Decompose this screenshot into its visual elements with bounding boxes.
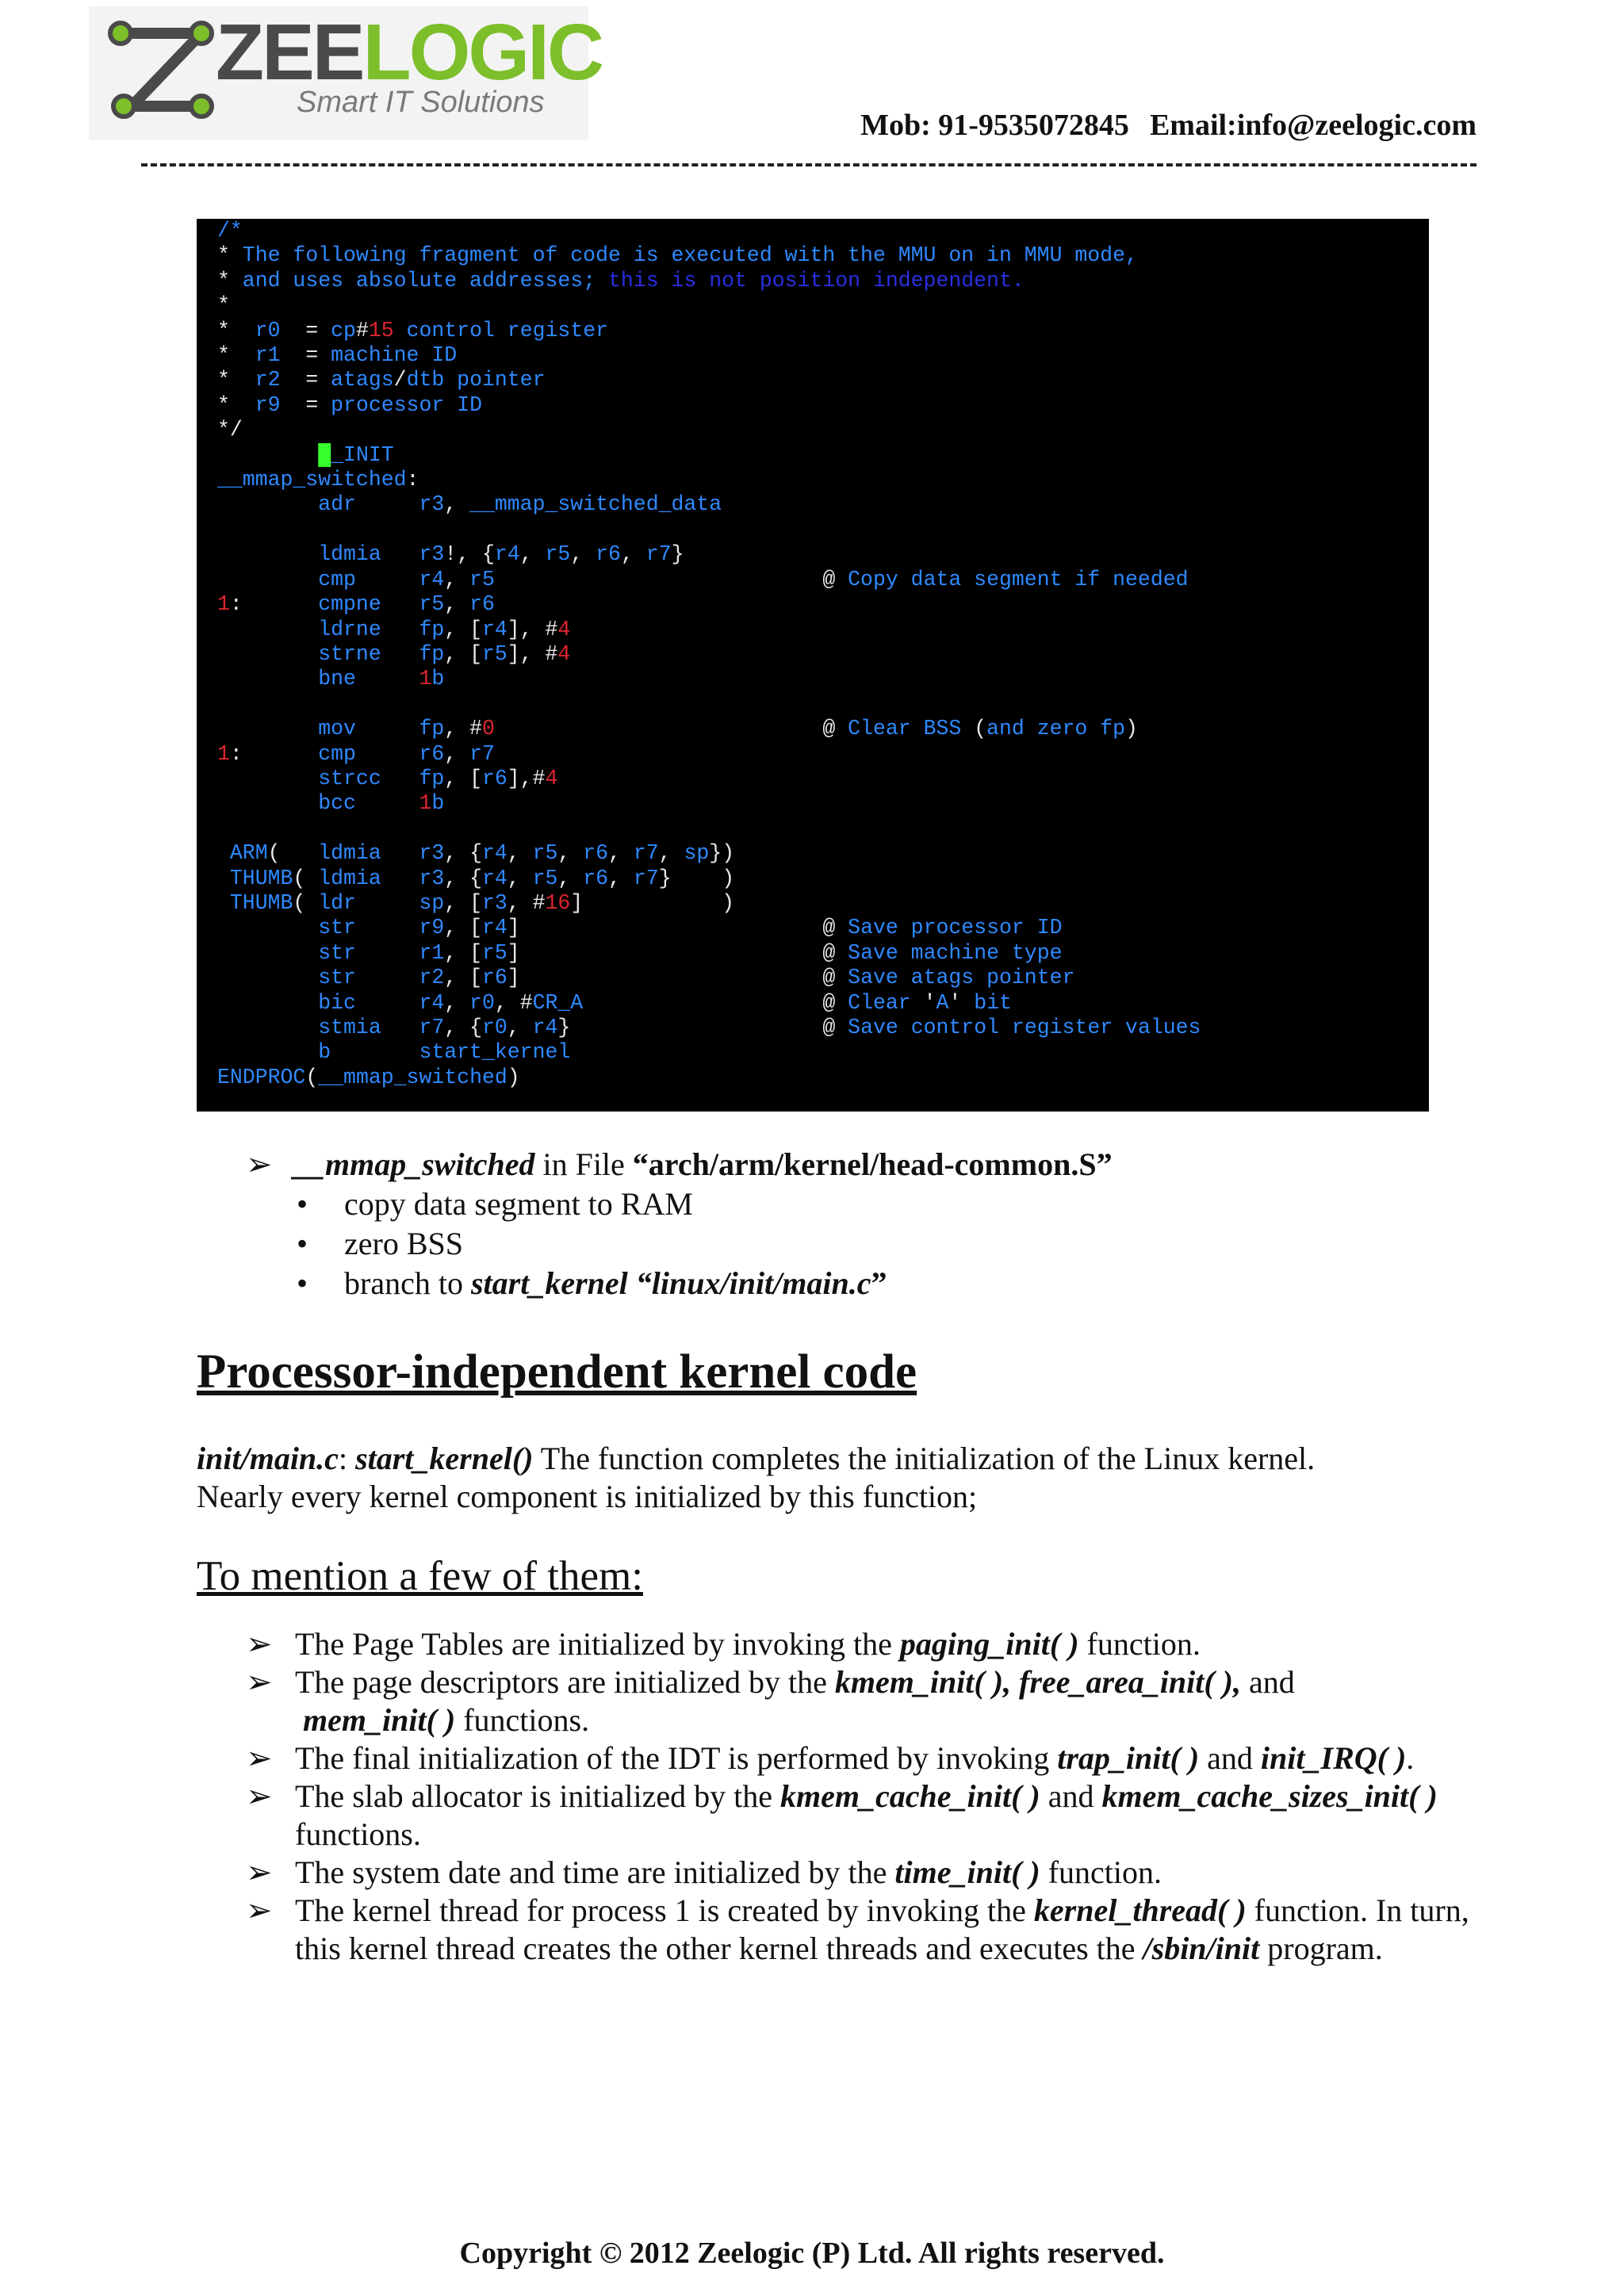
arrow-bullet-icon: ➢ <box>246 1626 273 1662</box>
logo-wordmark: ZEELOGIC <box>216 8 603 97</box>
logo-tagline: Smart IT Solutions <box>297 86 545 119</box>
init-list <box>246 1625 1483 1968</box>
company-logo <box>89 6 603 140</box>
arrow-bullet-icon: ➢ <box>246 1854 273 1890</box>
contact-info <box>860 108 1477 143</box>
mmap-switched-func: __mmap_switched <box>293 1146 535 1182</box>
list-item: • zero BSS <box>297 1224 463 1264</box>
list-item: ➢ The kernel thread for process 1 is created by invoking the kernel_thread( ) function. In turn, this kernel thread creates the other kernel threads and executes the /sbin/init program. <box>246 1892 1469 1966</box>
list-item: ➢ The Page Tables are initialized by invoking the paging_init( ) function. <box>246 1626 1201 1662</box>
mobile-number: Mob: 91-9535072845 <box>860 109 1129 142</box>
bullet-dot-icon: • <box>297 1265 308 1301</box>
list-item: • copy data segment to RAM <box>297 1184 693 1224</box>
mmap-switched-bullet: ➢ __mmap_switched in File “arch/arm/kernel/head-common.S” <box>246 1145 1113 1184</box>
zeelogic-logo-icon <box>100 11 219 130</box>
intro-paragraph: init/main.c: start_kernel() The function completes the initialization of the Linux kernel. Nearly every kernel component is initialized by this function; <box>197 1441 1316 1514</box>
arrow-bullet-icon: ➢ <box>246 1740 273 1776</box>
bullet-dot-icon: • <box>297 1226 308 1261</box>
section-heading: Processor-independent kernel code <box>197 1345 917 1399</box>
arrow-bullet-icon: ➢ <box>246 1892 273 1928</box>
header-divider <box>141 163 1477 166</box>
code-block: /* * The following fragment of code is executed with the MMU on in MMU mode, * and uses absolute addresses; this is not position independent. * * r0 = cp#15 control register * r1 = machine ID * r2 = atags/dtb pointer * r9 = processor ID */ █_INIT __mmap_switched: adr r3, __mmap_switched_data ldmia r3!, {r4, r5, r6, r7} cmp r4, r5 @ Copy data segment if needed 1: cmpne r5, r6 ldrne fp, [r4], #4 strne fp, [r5], #4 bne 1b mov fp, #0 @ Clear BSS (and zero fp) 1: cmp r6, r7 strcc fp, [r6],#4 bcc 1b ARM( ldmia r3, {r4, r5, r6, r7, sp}) THUMB( ldmia r3, {r4, r5, r6, r7} ) THUMB( ldr sp, [r3, #16] ) str r9, [r4] @ Save processor ID str r1, [r5] @ Save machine type str r2, [r6] @ Save atags pointer bic r4, r0, #CR_A @ Clear 'A' bit stmia r7, {r0, r4} @ Save control register values b start_kernel ENDPROC(__mmap_switched) <box>217 219 1201 1089</box>
arrow-bullet-icon: ➢ <box>246 1146 273 1182</box>
arrow-bullet-icon: ➢ <box>246 1778 273 1814</box>
list-item: ➢ The slab allocator is initialized by the kmem_cache_init( ) and kmem_cache_sizes_init( ) functions. <box>246 1778 1438 1852</box>
bullet-dot-icon: • <box>297 1186 308 1222</box>
arrow-bullet-icon: ➢ <box>246 1664 273 1700</box>
list-item: • branch to start_kernel “linux/init/main.c” <box>297 1264 887 1303</box>
mmap-switched-file: “arch/arm/kernel/head-common.S” <box>632 1146 1113 1182</box>
list-item: ➢ The page descriptors are initialized by the kmem_init( ), free_area_init( ), and mem_init( ) functions. <box>246 1664 1295 1738</box>
copyright-footer: Copyright © 2012 Zeelogic (P) Ltd. All rights reserved. <box>459 2237 1165 2270</box>
code-listing <box>197 219 1429 1112</box>
list-item: ➢ The final initialization of the IDT is performed by invoking trap_init( ) and init_IRQ( ). <box>246 1740 1415 1776</box>
sub-heading: To mention a few of them: <box>197 1553 643 1599</box>
email-address: Email:info@zeelogic.com <box>1149 109 1477 142</box>
list-item: ➢ The system date and time are initialized by the time_init( ) function. <box>246 1854 1162 1890</box>
